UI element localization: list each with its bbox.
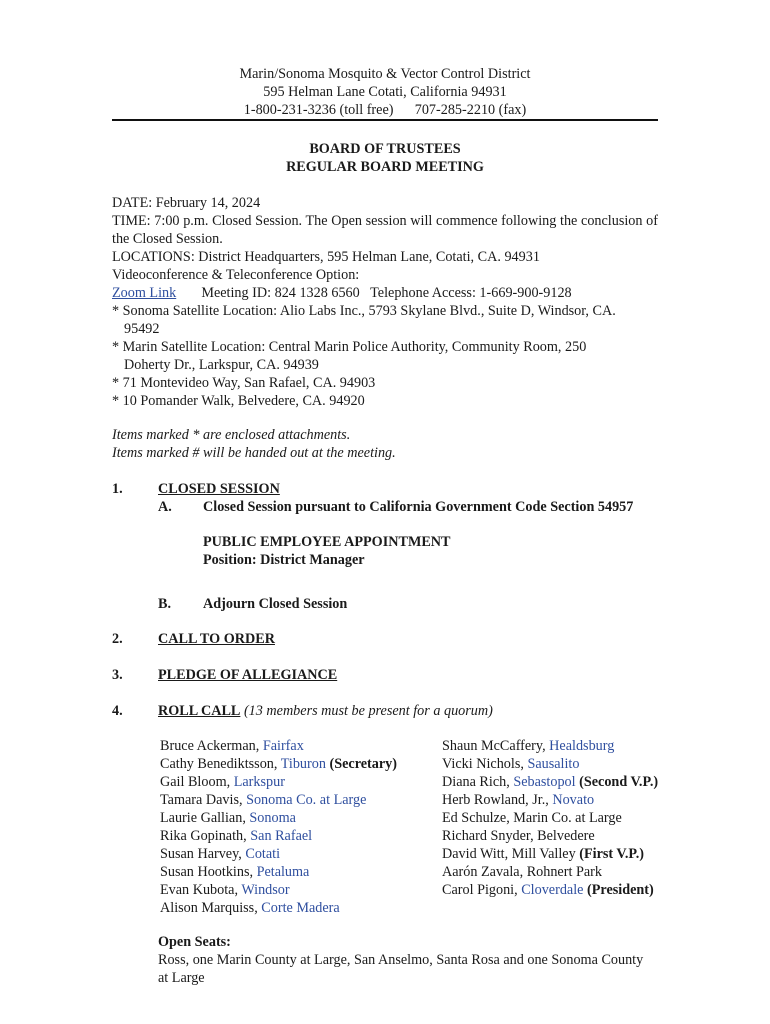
roll-member: Ed Schulze, Marin Co. at Large xyxy=(442,810,622,826)
zoom-details: Meeting ID: 824 1328 6560 Telephone Access: 1-669-900-9128 xyxy=(201,285,572,301)
item1a-position: Position: District Manager xyxy=(203,552,365,568)
roll-member: Bruce Ackerman, Fairfax xyxy=(160,738,304,754)
board-title: BOARD OF TRUSTEES xyxy=(309,141,461,157)
item1-number: 1. xyxy=(112,481,123,497)
item1a-text: Closed Session pursuant to California Government Code Section 54957 xyxy=(203,499,634,515)
roll-member: Cathy Benediktsson, Tiburon (Secretary) xyxy=(160,756,397,772)
roll-member: Aarón Zavala, Rohnert Park xyxy=(442,864,602,880)
roll-member: Shaun McCaffery, Healdsburg xyxy=(442,738,615,754)
satellite-location-marin xyxy=(112,338,658,374)
roll-member: Laurie Gallian, Sonoma xyxy=(160,810,296,826)
roll-call-left-column xyxy=(160,737,397,917)
open-seats-heading: Open Seats: xyxy=(158,934,231,950)
satellite-location-belvedere: * 10 Pomander Walk, Belvedere, CA. 94920 xyxy=(112,393,365,409)
org-phone: 1-800-231-3236 (toll free) 707-285-2210 (fax) xyxy=(243,102,527,118)
item3-number: 3. xyxy=(112,667,123,683)
roll-member: Vicki Nichols, Sausalito xyxy=(442,756,580,772)
satellite-sonoma-line2: 95492 xyxy=(124,321,160,337)
roll-member: Rika Gopinath, San Rafael xyxy=(160,828,313,844)
video-option: Videoconference & Teleconference Option: xyxy=(112,267,360,283)
roll-member: Susan Hootkins, Petaluma xyxy=(160,864,310,880)
satellite-location-san-rafael: * 71 Montevideo Way, San Rafael, CA. 94903 xyxy=(112,375,376,391)
roll-member: Herb Rowland, Jr., Novato xyxy=(442,792,595,808)
roll-member: David Witt, Mill Valley (First V.P.) xyxy=(442,846,644,862)
item1a-letter: A. xyxy=(158,499,172,515)
satellite-marin-line1: * Marin Satellite Location: Central Marin Police Authority, Community Room, 250 xyxy=(112,339,587,355)
item4-title: ROLL CALL xyxy=(158,703,241,719)
item1b-text: Adjourn Closed Session xyxy=(203,596,348,612)
meeting-time: TIME: 7:00 p.m. Closed Session. The Open session will commence following the conclusion of the Closed Session. xyxy=(112,213,658,247)
zoom-line xyxy=(112,284,658,302)
item1a-appointment: PUBLIC EMPLOYEE APPOINTMENT xyxy=(203,534,451,550)
quorum-note: (13 members must be present for a quorum) xyxy=(243,703,493,719)
roll-member: Carol Pigoni, Cloverdale (President) xyxy=(442,882,654,898)
item1b-letter: B. xyxy=(158,596,172,612)
letterhead xyxy=(112,65,658,119)
roll-member: Alison Marquiss, Corte Madera xyxy=(160,900,340,916)
meeting-info xyxy=(112,194,658,410)
org-name: Marin/Sonoma Mosquito & Vector Control District xyxy=(239,66,531,82)
roll-member: Tamara Davis, Sonoma Co. at Large xyxy=(160,792,367,808)
item2-title: CALL TO ORDER xyxy=(158,631,275,647)
roll-member: Evan Kubota, Windsor xyxy=(160,882,290,898)
open-seats-text: Ross, one Marin County at Large, San Anselmo, Santa Rosa and one Sonoma County at Large xyxy=(158,952,644,986)
roll-member: Susan Harvey, Cotati xyxy=(160,846,281,862)
satellite-sonoma-line1: * Sonoma Satellite Location: Alio Labs Inc., 5793 Skylane Blvd., Suite D, Windsor, CA. xyxy=(112,303,616,319)
item2-number: 2. xyxy=(112,631,123,647)
satellite-location-sonoma xyxy=(112,302,658,338)
header-divider xyxy=(112,119,658,121)
meeting-locations: LOCATIONS: District Headquarters, 595 Helman Lane, Cotati, CA. 94931 xyxy=(112,249,540,265)
roll-member: Gail Bloom, Larkspur xyxy=(160,774,285,790)
satellite-marin-line2: Doherty Dr., Larkspur, CA. 94939 xyxy=(124,357,319,373)
meeting-type-title: REGULAR BOARD MEETING xyxy=(286,159,484,175)
note-enclosed: Items marked * are enclosed attachments. xyxy=(112,427,351,443)
attachment-notes xyxy=(112,426,658,462)
zoom-link[interactable]: Zoom Link xyxy=(112,285,177,301)
item3-title: PLEDGE OF ALLEGIANCE xyxy=(158,667,338,683)
meeting-date: DATE: February 14, 2024 xyxy=(112,195,261,211)
meeting-titles xyxy=(112,140,658,176)
item4-number: 4. xyxy=(112,703,123,719)
roll-member: Richard Snyder, Belvedere xyxy=(442,828,595,844)
item1-title: CLOSED SESSION xyxy=(158,481,280,497)
item4-heading xyxy=(158,702,493,720)
roll-member: Diana Rich, Sebastopol (Second V.P.) xyxy=(442,774,659,790)
roll-call-right-column xyxy=(442,737,658,899)
note-handed-out: Items marked # will be handed out at the meeting. xyxy=(112,445,396,461)
org-address: 595 Helman Lane Cotati, California 94931 xyxy=(263,84,507,100)
